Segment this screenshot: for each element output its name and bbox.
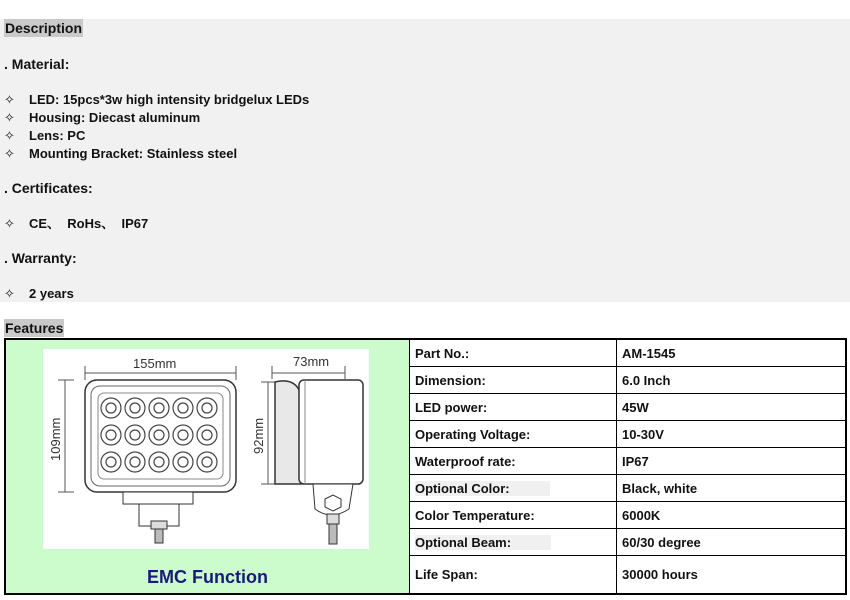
material-item: ✧ Housing: Diecast aluminum xyxy=(4,110,201,125)
bullet-star-icon: ✧ xyxy=(4,128,15,143)
bullet-star-icon: ✧ xyxy=(4,286,15,301)
spec-value: 60/30 degree xyxy=(622,534,701,550)
spec-row xyxy=(410,556,845,593)
spec-row xyxy=(410,475,845,502)
material-label: . Material: xyxy=(4,56,70,72)
spec-row xyxy=(410,529,845,556)
width-dimension-label: 155mm xyxy=(133,356,177,371)
certificates-item: ✧ CE、 RoHs、 IP67 xyxy=(4,216,149,231)
product-image-cell xyxy=(6,340,410,593)
spec-row xyxy=(410,448,845,475)
material-item: ✧ Mounting Bracket: Stainless steel xyxy=(4,146,238,161)
product-dimension-diagram xyxy=(43,349,369,549)
spec-row xyxy=(410,367,845,394)
features-table xyxy=(4,338,847,595)
spec-label: Waterproof rate: xyxy=(410,448,617,474)
light-drawing xyxy=(43,349,369,549)
spec-label: Dimension: xyxy=(410,367,617,393)
spec-label: Life Span: xyxy=(410,556,617,593)
bullet-star-icon: ✧ xyxy=(4,146,15,161)
spec-label: Color Temperature: xyxy=(410,502,617,528)
material-item: ✧ Lens: PC xyxy=(4,128,86,143)
warranty-label: . Warranty: xyxy=(4,250,77,266)
spec-value: 6000K xyxy=(622,507,661,523)
spec-label: Part No.: xyxy=(410,340,617,366)
bullet-star-icon: ✧ xyxy=(4,216,15,231)
spec-value: 6.0 Inch xyxy=(622,372,671,388)
spec-row xyxy=(410,340,845,367)
spec-row xyxy=(410,502,845,529)
spec-value: IP67 xyxy=(622,453,649,469)
depth-dimension-label: 73mm xyxy=(293,354,330,369)
side-height-dimension-label: 92mm xyxy=(251,417,266,454)
spec-label: Operating Voltage: xyxy=(410,421,617,447)
material-item: ✧ LED: 15pcs*3w high intensity bridgelux LEDs xyxy=(4,92,310,107)
certificates-label: . Certificates: xyxy=(4,180,93,196)
spec-value: 10-30V xyxy=(622,426,664,442)
bullet-star-icon: ✧ xyxy=(4,110,15,125)
description-heading: Description xyxy=(5,20,83,36)
height-dimension-label: 109mm xyxy=(48,417,63,461)
spec-value: AM-1545 xyxy=(622,345,676,361)
spec-value: 30000 hours xyxy=(622,567,698,582)
spec-value: 45W xyxy=(622,399,649,415)
spec-row xyxy=(410,421,845,448)
spec-label: Optional Beam: xyxy=(410,529,617,555)
spec-label: Optional Color: xyxy=(410,475,617,501)
spec-value: Black, white xyxy=(622,480,698,496)
spec-row xyxy=(410,394,845,421)
emc-function-label: EMC Function xyxy=(147,567,268,587)
spec-label: LED power: xyxy=(410,394,617,420)
features-heading: Features xyxy=(5,320,64,336)
bullet-star-icon: ✧ xyxy=(4,92,15,107)
warranty-item: ✧ 2 years xyxy=(4,286,74,301)
